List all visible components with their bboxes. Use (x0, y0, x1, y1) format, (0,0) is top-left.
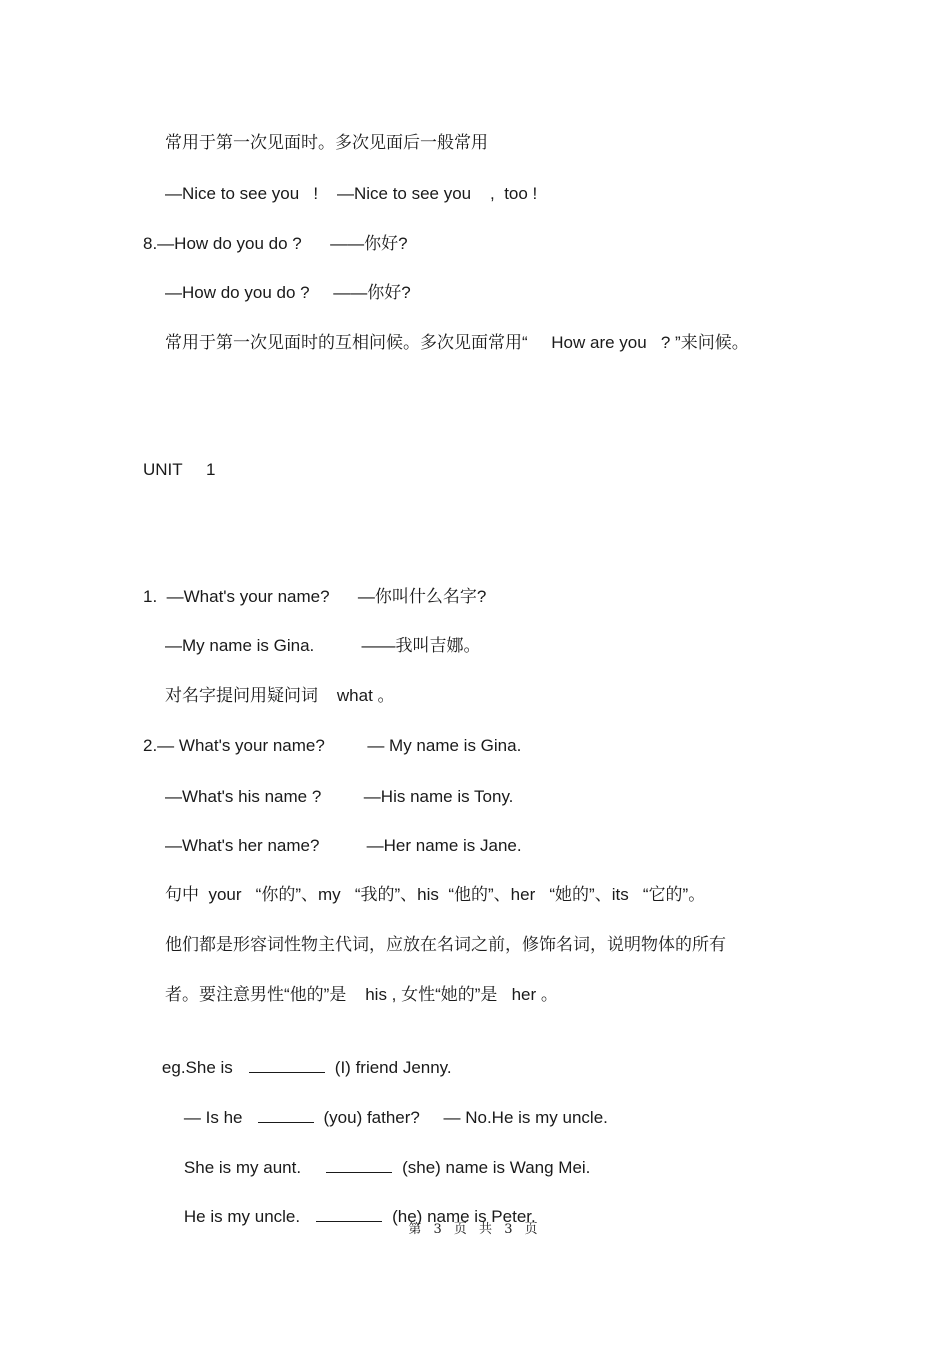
text-line: 常用于第一次见面时的互相问候。多次见面常用“ How are you ? ”来问候。 (165, 333, 749, 352)
dialogue-line: 2.— What's your name? — My name is Gina. (143, 736, 522, 755)
exercise-suffix: (you) father? — No.He is my uncle. (323, 1108, 608, 1127)
exercise-prefix: — Is he (183, 1108, 243, 1127)
text-line: 者。要注意男性“他的”是 his , 女性“她的”是 her 。 (165, 985, 558, 1004)
dialogue-line: 8.—How do you do ? ——你好? (143, 234, 408, 253)
dialogue-line: —Nice to see you ! —Nice to see you , too ! (165, 184, 538, 203)
exercise-prefix: He is my uncle. (183, 1207, 301, 1226)
answer-blank[interactable] (258, 1107, 314, 1123)
dialogue-line: —How do you do ? ——你好? (165, 283, 411, 302)
answer-blank[interactable] (326, 1157, 392, 1173)
exercise-line (165, 1184, 536, 1250)
dialogue-line: —What's her name? —Her name is Jane. (165, 836, 522, 855)
dialogue-line: 1. —What's your name? —你叫什么名字? (143, 587, 487, 606)
unit-heading: UNIT 1 (143, 460, 216, 479)
exercise-prefix: eg.She is (161, 1058, 233, 1077)
dialogue-line: —What's his name ? —His name is Tony. (165, 787, 514, 806)
text-line: 常用于第一次见面时。多次见面后一般常用 (165, 133, 488, 153)
text-line: 他们都是形容词性物主代词，应放在名词之前，修饰名词，说明物体的所有 (165, 935, 726, 955)
exercise-prefix: She is my aunt. (183, 1158, 302, 1177)
exercise-suffix: (I) friend Jenny. (334, 1058, 452, 1077)
page-footer: 第 3 页 共 3 页 (408, 1222, 542, 1237)
dialogue-line: —My name is Gina. ——我叫吉娜。 (165, 636, 481, 655)
text-line: 句中 your “你的”、my “我的”、his “他的”、her “她的”、its “它的”。 (165, 885, 706, 904)
text-line: 对名字提问用疑问词 what 。 (165, 686, 395, 705)
exercise-suffix: (he) name is Peter. (392, 1207, 536, 1226)
exercise-suffix: (she) name is Wang Mei. (402, 1158, 591, 1177)
answer-blank[interactable] (249, 1057, 325, 1073)
